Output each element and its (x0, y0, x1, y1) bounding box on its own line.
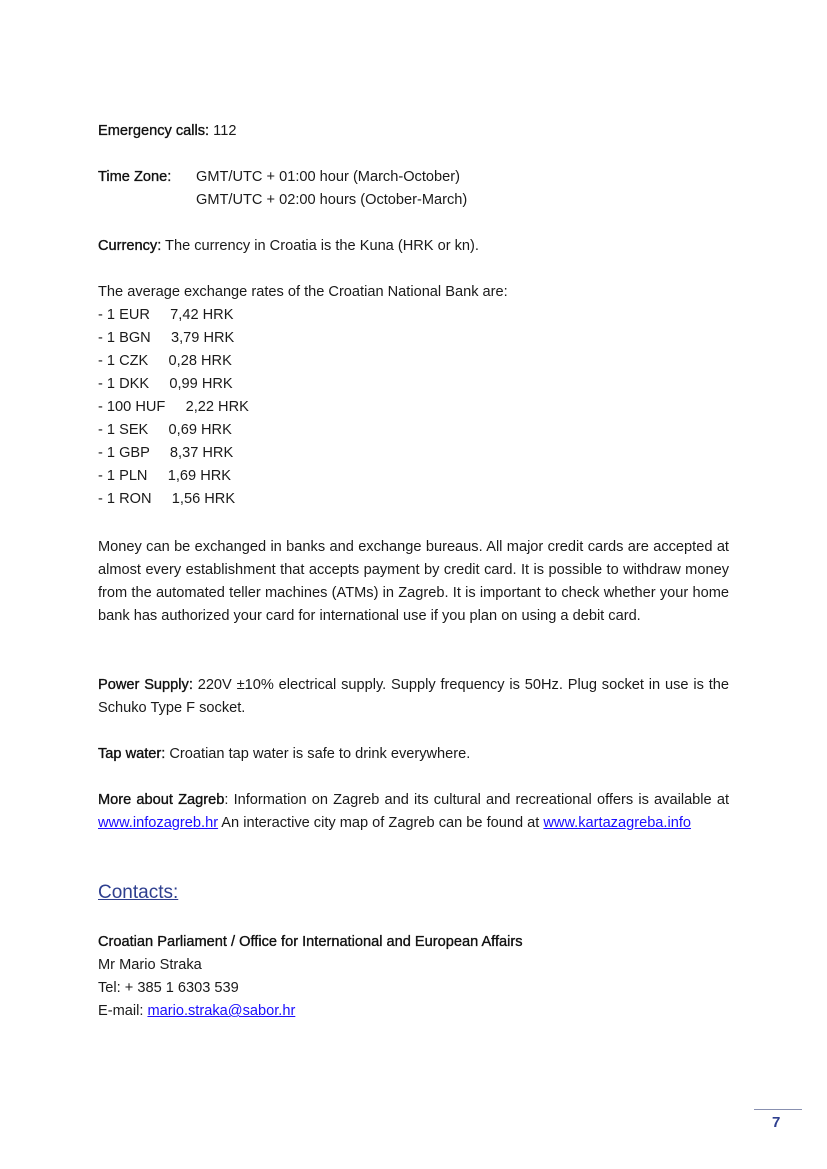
rate-item: - 1 GBP 8,37 HRK (98, 445, 234, 461)
kartazagreba-link[interactable]: www.kartazagreba.info (543, 815, 692, 831)
email-label: E-mail: (98, 1003, 148, 1019)
contact-block (98, 931, 729, 1023)
currency-text: The currency in Croatia is the Kuna (HRK or kn). (161, 238, 479, 254)
page-number-divider (754, 1109, 802, 1110)
rate-item: - 1 CZK 0,28 HRK (98, 353, 232, 369)
zagreb-label: More about Zagreb (98, 792, 225, 808)
infozagreb-link[interactable]: www.infozagreb.hr (98, 815, 219, 831)
power-text: 220V ±10% electrical supply. Supply frequency is 50Hz. Plug socket in use is the Schuko Type F socket. (98, 677, 729, 716)
currency (98, 235, 729, 258)
more-about-zagreb (98, 789, 729, 835)
money-paragraph: Money can be exchanged in banks and exchange bureaus. All major credit cards are accepted at almost every establishment that accepts payment by credit card. It is possible to withdraw money from the automated teller machines (ATMs) in Zagreb. It is important to check whether your home bank has authorized your card for international use if you plan on using a debit card. (98, 539, 729, 624)
water-label: Tap water: (98, 746, 166, 762)
rate-item: - 1 RON 1,56 HRK (98, 491, 236, 507)
water-text: Croatian tap water is safe to drink everywhere. (165, 746, 471, 762)
time-zone-label: Time Zone: (98, 169, 172, 185)
rate-item: - 100 HUF 2,22 HRK (98, 399, 249, 415)
zagreb-text: An interactive city map of Zagreb can be found at (218, 815, 544, 831)
rate-item: - 1 BGN 3,79 HRK (98, 330, 235, 346)
tap-water (98, 743, 729, 766)
page-number: 7 (772, 1114, 781, 1131)
contact-organization: Croatian Parliament / Office for International and European Affairs (98, 934, 523, 950)
rate-item: - 1 EUR 7,42 HRK (98, 307, 234, 323)
emergency-value: 112 (209, 123, 237, 139)
time-zone (98, 166, 729, 212)
contacts-heading: Contacts: (98, 882, 179, 903)
time-zone-line: GMT/UTC + 02:00 hours (October-March) (196, 192, 468, 208)
exchange-rates (98, 281, 729, 511)
emergency-calls (98, 120, 729, 143)
power-label: Power Supply: (98, 677, 193, 693)
rate-item: - 1 SEK 0,69 HRK (98, 422, 232, 438)
rate-item: - 1 DKK 0,99 HRK (98, 376, 233, 392)
rates-intro: The average exchange rates of the Croatian National Bank are: (98, 284, 508, 300)
time-zone-line: GMT/UTC + 01:00 hour (March-October) (196, 169, 460, 185)
rate-item: - 1 PLN 1,69 HRK (98, 468, 232, 484)
emergency-label: Emergency calls: (98, 123, 210, 139)
currency-label: Currency: (98, 238, 162, 254)
power-supply (98, 674, 729, 720)
contact-email (98, 1000, 729, 1023)
contact-tel: Tel: + 385 1 6303 539 (98, 980, 239, 996)
email-link[interactable]: mario.straka@sabor.hr (147, 1003, 296, 1019)
contact-name: Mr Mario Straka (98, 957, 202, 973)
zagreb-text: : Information on Zagreb and its cultural and recreational offers is available at (224, 792, 729, 808)
